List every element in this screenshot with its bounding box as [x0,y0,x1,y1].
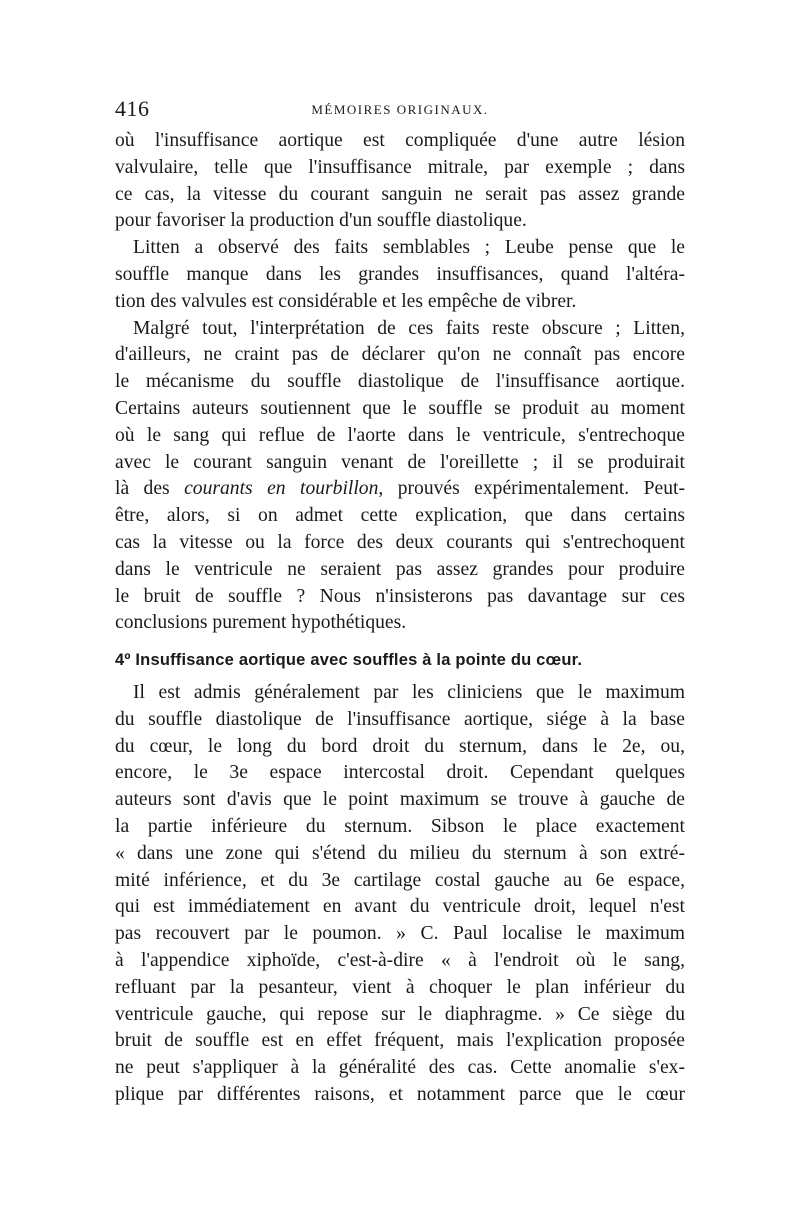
emphasis-text: courants en tourbillon [184,478,379,500]
text-line: « dans une zone qui s'étend du milieu du sternum à son extré- [115,842,685,864]
text-fragment: , prouvés expérimentalement. Peut- [378,478,685,500]
text-line: d'ailleurs, ne craint pas de déclarer qu'on ne connaît pas encore [115,344,685,366]
section-heading: 4º Insuffisance aortique avec souffles à la pointe du cœur. [115,651,583,670]
text-line: encore, le 3e espace intercostal droit. Cependant quelques [115,762,685,784]
paragraph-4 [115,680,685,1109]
text-line: ce cas, la vitesse du courant sanguin ne serait pas assez grande [115,183,685,205]
text-line: qui est immédiatement en avant du ventricule droit, lequel n'est [115,896,685,918]
text-line: cas la vitesse ou la force des deux courants qui s'entrechoquent [115,531,685,553]
text-line: auteurs sont d'avis que le point maximum se trouve à gauche de [115,789,685,811]
paragraph-1 [115,128,685,235]
text-line: Il est admis généralement par les cliniciens que le maximum [133,681,685,703]
page-number: 416 [115,96,150,121]
text-line: la partie inférieure du sternum. Sibson le place exactement [115,815,685,837]
text-line: pour favoriser la production d'un souffle diastolique. [115,210,527,232]
text-line: bruit de souffle est en effet fréquent, mais l'explication proposée [115,1030,685,1052]
text-line: où l'insuffisance aortique est compliquée d'une autre lésion [115,130,685,151]
text-line: plique par différentes raisons, et notamment parce que le cœur [115,1083,685,1105]
paragraph-2 [115,235,685,315]
text-line: refluant par la pesanteur, vient à choquer le plan inférieur du [115,976,685,998]
text-line: ventricule gauche, qui repose sur le diaphragme. » Ce siège du [115,1003,685,1025]
text-line: où le sang qui reflue de l'aorte dans le ventricule, s'entrechoque [115,424,685,446]
text-line: valvulaire, telle que l'insuffisance mitrale, par exemple ; dans [115,156,685,178]
text-line: pas recouvert par le poumon. » C. Paul localise le maximum [115,923,685,945]
text-line: avec le courant sanguin venant de l'oreillette ; il se produirait [115,451,685,473]
text-line: être, alors, si on admet cette explication, que dans certains [115,505,685,527]
text-fragment: là des [115,478,185,500]
text-line: Malgré tout, l'interprétation de ces faits reste obscure ; Litten, [133,317,685,339]
text-line: Certains auteurs soutiennent que le souffle se produit au moment [115,397,685,419]
text-line: du cœur, le long du bord droit du sternum, dans le 2e, ou, [115,735,685,757]
text-line: tion des valvules est considérable et les empêche de vibrer. [115,290,577,312]
text-line: souffle manque dans les grandes insuffisances, quand l'altéra- [115,263,685,285]
text-line: dans le ventricule ne seraient pas assez grandes pour produire [115,558,685,580]
text-line: mité inférience, et du 3e cartilage costal gauche au 6e espace, [115,869,685,891]
running-title: MÉMOIRES ORIGINAUX. [311,102,489,117]
text-line-with-emphasis [115,476,685,503]
text-line: ne peut s'appliquer à la généralité des cas. Cette anomalie s'ex- [115,1057,685,1079]
text-line: conclusions purement hypothétiques. [115,612,407,634]
text-line: à l'appendice xiphoïde, c'est-à-dire « à l'endroit où le sang, [115,949,685,971]
paragraph-3 [115,316,685,638]
running-head [115,96,685,126]
text-line: le bruit de souffle ? Nous n'insisterons pas davantage sur ces [115,585,685,607]
text-line: le mécanisme du souffle diastolique de l'insuffisance aortique. [115,371,685,393]
text-line: Litten a observé des faits semblables ; Leube pense que le [133,237,685,259]
book-page [115,96,685,1109]
text-line: du souffle diastolique de l'insuffisance aortique, siége à la base [115,708,685,730]
